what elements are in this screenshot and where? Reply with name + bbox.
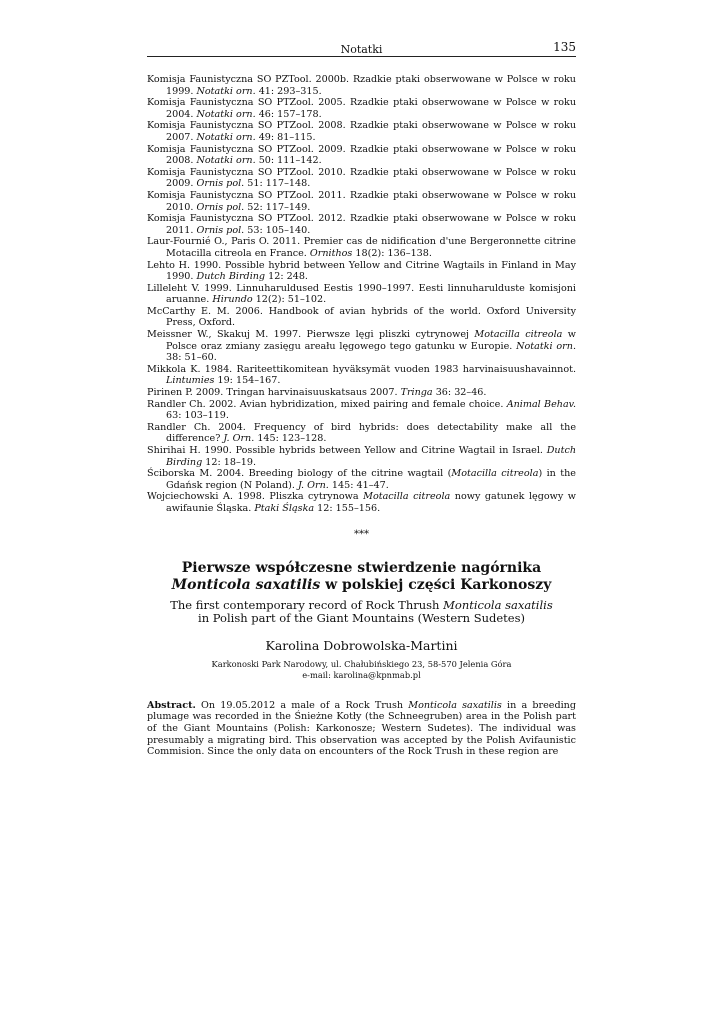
reference-text: 51: 117–148. [244, 178, 311, 190]
page-content [147, 40, 576, 768]
reference-text: 12: 248. [265, 271, 308, 283]
reference-item [147, 387, 576, 399]
subtitle-line-2: in Polish part of the Giant Mountains (Western Sudetes) [198, 611, 525, 626]
reference-text: Komisja Faunistyczna SO PTZool. 2008. Rzadkie ptaki obserwowane w Polsce w roku 2007. [147, 120, 576, 143]
reference-text: Randler Ch. 2004. Frequency of bird hybrids: does detectability make all the difference? [147, 421, 576, 445]
reference-text: Laur-Fournié O., Paris O. 2011. Premier cas de nidification d'une Bergeronnette citrine Motacilla citreola en France. [147, 236, 576, 259]
reference-text: Komisja Faunistyczna SO PTZool. 2011. Rzadkie ptaki obserwowane w Polsce w roku 2010. [147, 189, 576, 213]
reference-item [147, 236, 576, 259]
reference-text: Lilleleht V. 1999. Linnuharuldused Eestis 1990–1997. Eesti linnuharulduste komisjoni aruanne. [147, 282, 576, 306]
reference-italic-text: Dutch Birding [196, 271, 266, 283]
abstract-text-1: On 19.05.2012 a male of a Rock Trush [195, 699, 409, 711]
reference-item [147, 329, 576, 364]
reference-text: Komisja Faunistyczna SO PZTool. 2000b. Rzadkie ptaki obserwowane w Polsce w roku 1999. [147, 74, 576, 97]
reference-text: Ściborska M. 2004. Breeding biology of the citrine wagtail ( [147, 468, 452, 480]
reference-italic-text: Notatki orn. [196, 85, 256, 97]
title-line-1: Pierwsze współczesne stwierdzenie nagórnika [181, 559, 542, 576]
reference-item [147, 399, 576, 422]
reference-italic-text: Hirundo [212, 294, 253, 306]
reference-italic-text: J. Orn. [297, 479, 329, 491]
reference-item [147, 190, 576, 213]
reference-text: 52: 117–149. [244, 201, 311, 213]
reference-item [147, 468, 576, 491]
reference-item [147, 306, 576, 329]
reference-italic-text: Animal Behav. [506, 398, 577, 410]
reference-text: 12: 18–19. [202, 456, 257, 468]
reference-italic-text: Ornis pol. [196, 201, 245, 213]
reference-text: Komisja Faunistyczna SO PTZool. 2005. Rzadkie ptaki obserwowane w Polsce w roku 2004. [147, 97, 576, 120]
author-email: e-mail: karolina@kpnmab.pl [302, 669, 421, 680]
reference-italic-text: Ornis pol. [196, 178, 245, 190]
title-species-name: Monticola saxatilis [171, 576, 321, 593]
reference-text: Shirihai H. 1990. Possible hybrids between Yellow and Citrine Wagtail in Israel. [147, 445, 547, 456]
reference-italic-text: Notatki orn. [516, 340, 576, 352]
reference-item [147, 120, 576, 143]
reference-italic-text: Motacilla citreola [451, 468, 539, 480]
reference-text: 49: 81–115. [255, 131, 316, 143]
reference-italic-text: Notatki orn. [196, 131, 256, 143]
reference-italic-text: Dutch Birding [166, 445, 576, 468]
reference-italic-text: Notatki orn. [196, 155, 256, 167]
affiliation-address: Karkonoski Park Narodowy, ul. Chałubińskiego 23, 58-570 Jelenia Góra [211, 658, 512, 669]
reference-text: ) in the Gdańsk region (N Poland). [166, 468, 576, 491]
reference-text: 145: 123–128. [254, 433, 327, 445]
reference-text: nowy gatunek lęgowy w awifaunie Śląska. [166, 491, 576, 514]
title-line-2-rest: w polskiej części Karkonoszy [320, 576, 552, 593]
reference-text: Wojciechowski A. 1998. Pliszka cytrynowa [147, 491, 364, 503]
reference-text: 38: 51–60. [166, 352, 217, 364]
reference-text: 41: 293–315. [255, 85, 322, 97]
reference-text: 53: 105–140. [244, 224, 311, 236]
reference-italic-text: Ptaki Śląska [254, 502, 315, 514]
author-name: Karolina Dobrowolska-Martini [265, 637, 458, 653]
reference-text: Pirinen P. 2009. Tringan harvinaisuuskatsaus 2007. [147, 387, 401, 399]
abstract-species-name: Monticola saxatilis [408, 699, 502, 711]
reference-text: 50: 111–142. [255, 155, 322, 167]
reference-text: Mikkola K. 1984. Rariteettikomitean hyväksymät vuoden 1983 harvinaisuushavainnot. [147, 363, 576, 375]
reference-italic-text: Ornithos [309, 247, 353, 259]
reference-text: Komisja Faunistyczna SO PTZool. 2012. Rzadkie ptaki obserwowane w Polsce w roku 2011. [147, 213, 576, 236]
reference-item [147, 97, 576, 120]
reference-italic-text: J. Orn. [223, 433, 255, 445]
reference-item [147, 422, 576, 445]
reference-item [147, 213, 576, 236]
reference-text: Komisja Faunistyczna SO PTZool. 2010. Rzadkie ptaki obserwowane w Polsce w roku 2009. [147, 166, 576, 190]
reference-item [147, 144, 576, 167]
reference-text: 12(2): 51–102. [252, 294, 327, 306]
reference-italic-text: Lintumies [166, 375, 215, 387]
reference-text: 12: 155–156. [314, 502, 381, 514]
reference-text: McCarthy E. M. 2006. Handbook of avian hybrids of the world. Oxford University Press, Oxford. [147, 305, 576, 329]
reference-text: Meissner W., Skakuj M. 1997. Pierwsze lęgi pliszki cytrynowej [147, 329, 475, 341]
subtitle-species-name: Monticola saxatilis [443, 597, 553, 612]
article-title [147, 560, 576, 594]
reference-text: 36: 32–46. [432, 387, 487, 399]
reference-item [147, 445, 576, 468]
reference-text: 63: 103–119. [166, 410, 229, 422]
page-number: 135 [553, 40, 576, 54]
page-header [147, 40, 576, 57]
reference-text: 19: 154–167. [214, 375, 281, 387]
reference-text: w Polsce oraz zmiany zasięgu areału lęgowego tego gatunku w Europie. [166, 329, 576, 352]
reference-list [147, 74, 576, 515]
reference-item [147, 491, 576, 514]
reference-italic-text: Ornis pol. [196, 224, 245, 236]
reference-italic-text: Motacilla citreola [474, 329, 563, 341]
abstract-label: Abstract. [147, 699, 196, 711]
subtitle-text: The first contemporary record of Rock Thrush [170, 597, 444, 612]
title-line-2 [147, 577, 576, 594]
reference-item [147, 167, 576, 190]
author-affiliation [147, 659, 576, 681]
reference-text: Komisja Faunistyczna SO PTZool. 2009. Rzadkie ptaki obserwowane w Polsce w roku 2008. [147, 143, 576, 167]
reference-text: 46: 157–178. [255, 108, 322, 120]
reference-text: 145: 41–47. [328, 479, 389, 491]
running-title: Notatki [340, 43, 383, 56]
reference-item [147, 260, 576, 283]
reference-italic-text: Tringa [400, 387, 433, 399]
reference-italic-text: Notatki orn. [196, 108, 256, 120]
reference-text: 18(2): 136–138. [352, 247, 432, 259]
subtitle-line-1 [147, 599, 576, 613]
reference-item [147, 283, 576, 306]
abstract [147, 700, 576, 759]
reference-item [147, 74, 576, 97]
reference-item [147, 364, 576, 387]
reference-text: Randler Ch. 2002. Avian hybridization, mixed pairing and female choice. [147, 398, 507, 410]
section-separator: *** [354, 528, 369, 540]
abstract-text-2: in a breeding plumage was recorded in the Śnieżne Kotły (the Schneegruben) area in the Polish part of the Giant Mountains (Polish: Karkonosze; Western Sudetes). The individual was presumably a migrating bird. This observation was accepted by the Polish Avifaunistic Commision. Since the only data on encounters of the Rock Trush in these region are [147, 699, 577, 758]
reference-italic-text: Motacilla citreola [363, 491, 451, 503]
reference-text: Lehto H. 1990. Possible hybrid between Yellow and Citrine Wagtails in Finland in May 1990. [147, 259, 576, 283]
article-subtitle [147, 599, 576, 626]
